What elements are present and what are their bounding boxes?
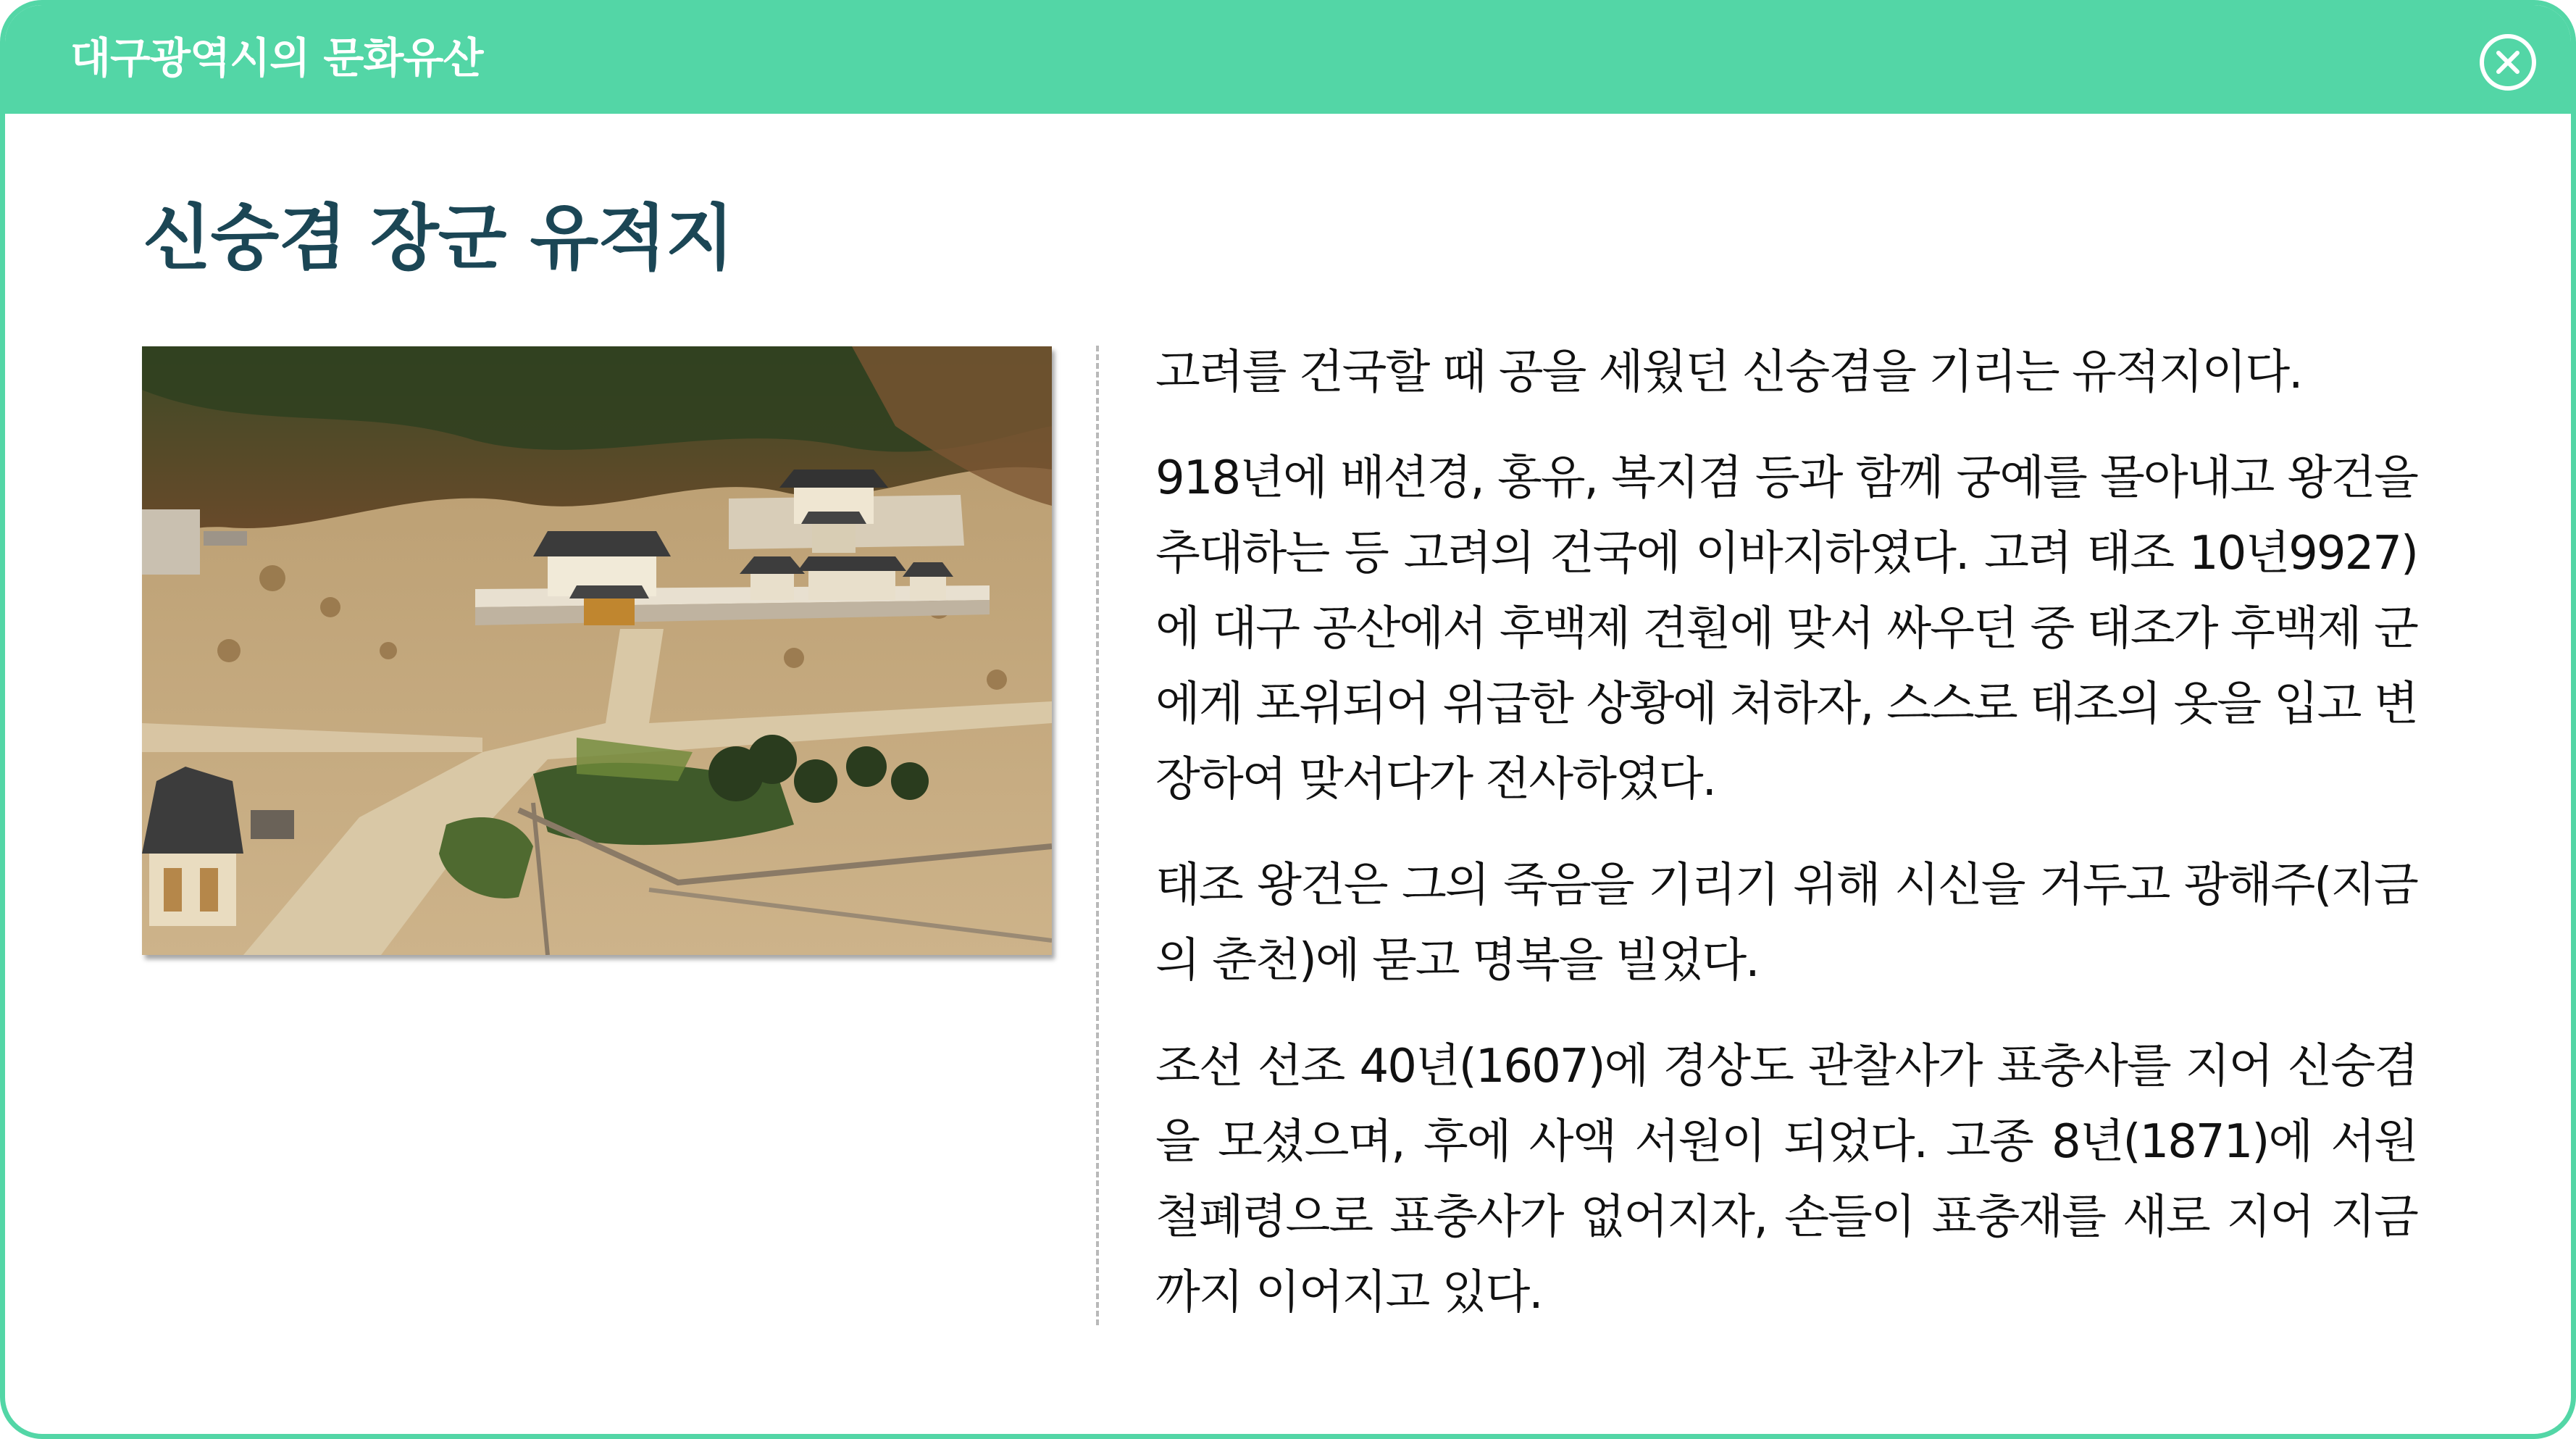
column-divider xyxy=(1096,346,1099,1325)
paragraph-burial: 태조 왕건은 그의 죽음을 기리기 위해 시신을 거두고 광해주(지금의 춘천)에 묻고 명복을 빌었다. xyxy=(1155,859,2417,988)
title-bar xyxy=(5,5,2571,114)
heritage-site-photo xyxy=(142,346,1052,955)
paragraph-shrine: 조선 선조 40년(1607)에 경상도 관찰사가 표충사를 지어 신숭겸을 모셨으며, 후에 사액 서원이 되었다. 고종 8년(1871)에 서원 철폐령으로 표충사가 없어지자, 손들이 표충재를 새로 지어 지금까지 이어지고 있다. xyxy=(1155,1040,2417,1319)
app-title: 대구광역시의 문화유산 xyxy=(70,33,483,83)
paragraph-founding: 918년에 배션경, 홍유, 복지겸 등과 함께 궁예를 몰아내고 왕건을 추대하는 등 고려의 건국에 이바지하였다. 고려 태조 10년9927)에 대구 공산에서 후백제 견훤에 맞서 싸우던 중 태조가 후백제 군에게 포위되어 위급한 상황에 처하자, 스스로 태조의 옷을 입고 변장하여 맞서다가 전사하였다. xyxy=(1155,451,2417,806)
article-body xyxy=(1155,335,2417,1361)
close-icon xyxy=(2484,38,2532,86)
page-title: 신숭겸 장군 유적지 xyxy=(143,197,734,280)
paragraph-intro: 고려를 건국할 때 공을 세웠던 신숭겸을 기리는 유적지이다. xyxy=(1155,346,2302,399)
close-button[interactable] xyxy=(2480,34,2536,91)
